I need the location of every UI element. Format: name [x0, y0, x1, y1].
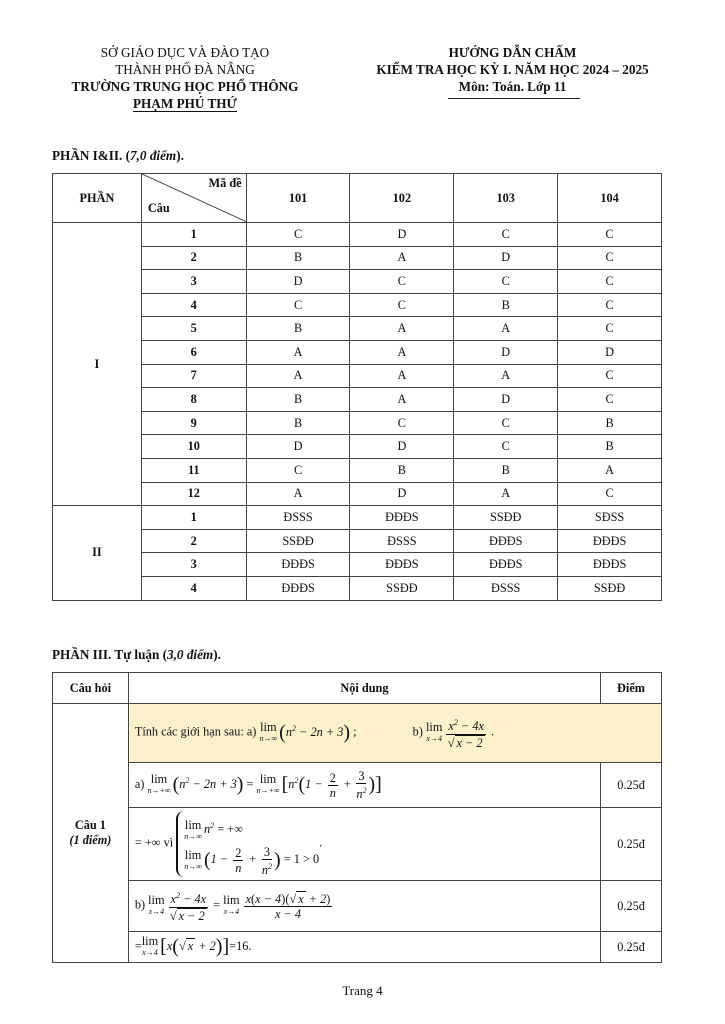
answer-row: [53, 340, 662, 364]
answer-cell: ĐĐĐS: [350, 553, 454, 577]
answer-cell: D: [350, 435, 454, 459]
question-number: 5: [141, 317, 246, 341]
answer-cell: C: [558, 482, 662, 506]
answer-cell: C: [246, 458, 350, 482]
answer-cell: ĐĐĐS: [454, 553, 558, 577]
question-number: 1: [141, 506, 246, 530]
answer-cell: ĐSSS: [454, 576, 558, 600]
col-part-header: PHẦN: [53, 174, 142, 223]
answer-cell: C: [246, 293, 350, 317]
question-number: 7: [141, 364, 246, 388]
answer-row: [53, 458, 662, 482]
answer-cell: C: [454, 223, 558, 247]
question-1-cell: [53, 704, 129, 963]
solution-step-3: b) lim x→4 $\frac{x^2 - 4x}{√ x - 2}$ = lim x→4 $\frac{x(x - 4)(√ x + 2)}{x - 4}$: [128, 881, 600, 932]
school-name: PHẠM PHÚ THỨ: [132, 96, 238, 111]
answer-cell: ĐĐĐS: [454, 529, 558, 553]
answer-cell: C: [558, 223, 662, 247]
part-label: I: [53, 223, 142, 506]
question-number: 2: [141, 529, 246, 553]
answer-cell: ĐĐĐS: [246, 576, 350, 600]
question-number: 12: [141, 482, 246, 506]
answer-cell: C: [350, 270, 454, 294]
answer-cell: A: [246, 482, 350, 506]
score-3: 0.25đ: [601, 881, 662, 932]
answer-cell: C: [558, 388, 662, 412]
answer-row: [53, 482, 662, 506]
code-header: 102: [350, 174, 454, 223]
answer-cell: C: [558, 364, 662, 388]
answer-cell: C: [350, 411, 454, 435]
answer-row: [53, 553, 662, 577]
answer-cell: ĐĐĐS: [558, 529, 662, 553]
col-question-header: Câu hỏi: [53, 673, 129, 704]
answer-row: [53, 364, 662, 388]
answer-key-table: [52, 173, 662, 601]
answer-cell: B: [246, 317, 350, 341]
answer-cell: ĐĐĐS: [246, 553, 350, 577]
exam-title: KIỂM TRA HỌC KỲ I. NĂM HỌC 2024 – 2025: [376, 62, 649, 77]
answer-cell: B: [350, 458, 454, 482]
answer-cell: B: [558, 411, 662, 435]
page-number: Trang 4: [342, 983, 383, 998]
header-rule: [448, 98, 580, 99]
city-name: THÀNH PHỐ ĐÀ NẴNG: [115, 62, 255, 77]
question-number: 3: [141, 270, 246, 294]
answer-cell: A: [558, 458, 662, 482]
answer-cell: SSĐĐ: [558, 576, 662, 600]
question-number: 9: [141, 411, 246, 435]
answer-cell: D: [454, 246, 558, 270]
answer-cell: B: [246, 411, 350, 435]
question-prompt: Tính các giới hạn sau: a) lim n→∞ $(n^2 - 2n + 3)$ ; b) lim x→4 $\frac{x^2 - 4x}{√ x - 2}$ .: [128, 704, 661, 763]
answer-cell: SSĐĐ: [454, 506, 558, 530]
code-header: 103: [454, 174, 558, 223]
answer-cell: D: [350, 482, 454, 506]
answer-cell: C: [454, 435, 558, 459]
answer-row: [53, 246, 662, 270]
answer-cell: B: [558, 435, 662, 459]
answer-cell: A: [246, 364, 350, 388]
answer-cell: SĐSS: [558, 506, 662, 530]
answer-cell: A: [246, 340, 350, 364]
code-header: 104: [558, 174, 662, 223]
part3-heading: PHẦN III. Tự luận (3,0 điểm).: [52, 647, 221, 662]
answer-cell: D: [246, 270, 350, 294]
answer-row: [53, 293, 662, 317]
col-content-header: Nội dung: [128, 673, 600, 704]
answer-cell: B: [454, 293, 558, 317]
score-1: 0.25đ: [601, 763, 662, 808]
answer-cell: A: [350, 388, 454, 412]
solution-step-4: = lim x→4 [x(√ x + 2)]=16.: [128, 932, 600, 963]
question-number: 4: [141, 576, 246, 600]
answer-cell: A: [350, 317, 454, 341]
header-left: [40, 44, 330, 112]
answer-cell: D: [246, 435, 350, 459]
answer-cell: A: [454, 482, 558, 506]
answer-cell: C: [350, 293, 454, 317]
answer-cell: D: [350, 223, 454, 247]
answer-cell: C: [558, 293, 662, 317]
school-type: TRƯỜNG TRUNG HỌC PHỔ THÔNG: [71, 79, 299, 94]
answer-cell: A: [454, 317, 558, 341]
prompt-b-label: b): [412, 724, 423, 739]
answer-cell: A: [350, 246, 454, 270]
answer-cell: B: [454, 458, 558, 482]
answer-cell: C: [454, 270, 558, 294]
question-number: 8: [141, 388, 246, 412]
question-number: 11: [141, 458, 246, 482]
answer-cell: C: [246, 223, 350, 247]
answer-cell: ĐĐĐS: [350, 506, 454, 530]
score-2: 0.25đ: [601, 808, 662, 881]
code-header: 101: [246, 174, 350, 223]
diagonal-header: [141, 174, 246, 223]
question-number: 6: [141, 340, 246, 364]
answer-row: [53, 435, 662, 459]
question-number: 10: [141, 435, 246, 459]
answer-cell: B: [246, 388, 350, 412]
answer-cell: C: [454, 411, 558, 435]
answer-cell: C: [558, 246, 662, 270]
question-number: 1: [141, 223, 246, 247]
answer-row: [53, 270, 662, 294]
cau-label: Câu: [147, 201, 170, 215]
answer-row: [53, 411, 662, 435]
part12-heading: PHẦN I&II. (7,0 điểm).: [52, 148, 184, 163]
question-number: 2: [141, 246, 246, 270]
question-number: 3: [141, 553, 246, 577]
subject: Môn: Toán. Lớp 11: [458, 79, 567, 94]
answer-row: [53, 317, 662, 341]
answer-cell: C: [558, 317, 662, 341]
answer-cell: A: [454, 364, 558, 388]
answer-row: [53, 506, 662, 530]
answer-cell: A: [350, 364, 454, 388]
part-label: II: [53, 506, 142, 600]
department-name: SỞ GIÁO DỤC VÀ ĐÀO TẠO: [100, 45, 270, 60]
answer-cell: C: [558, 270, 662, 294]
answer-cell: D: [454, 340, 558, 364]
answer-cell: D: [454, 388, 558, 412]
answer-cell: A: [350, 340, 454, 364]
made-label: Mã đề: [208, 176, 242, 190]
score-4: 0.25đ: [601, 932, 662, 963]
question-number: 4: [141, 293, 246, 317]
solution-step-1: a) lim n→+∞ $(n^2 - 2n + 3)$ = lim n→+∞ [$n^2(1$ − $\frac{2}{n}$ + $\frac{3}{n^2}$ )]: [128, 763, 600, 808]
answer-cell: B: [246, 246, 350, 270]
solution-step-2: = +∞ vì lim n→∞ $n^2$ = +∞ lim n→∞ (1 − $\frac{2}{n}$ + $\frac{3}{n^2}$ ) = 1 > 0 .: [128, 808, 600, 881]
answer-row: [53, 388, 662, 412]
step2-text: vì: [163, 835, 174, 850]
header-right: [345, 44, 680, 95]
answer-row: [53, 223, 662, 247]
answer-cell: D: [558, 340, 662, 364]
prompt-text: Tính các giới hạn sau: a): [134, 724, 257, 739]
answer-cell: ĐSSS: [350, 529, 454, 553]
answer-cell: ĐĐĐS: [558, 553, 662, 577]
answer-cell: SSĐĐ: [246, 529, 350, 553]
essay-table: [52, 672, 662, 963]
answer-row: [53, 529, 662, 553]
answer-cell: SSĐĐ: [350, 576, 454, 600]
answer-row: [53, 576, 662, 600]
col-score-header: Điểm: [601, 673, 662, 704]
doc-title: HƯỚNG DẪN CHẤM: [448, 45, 577, 60]
question-1-points: (1 điểm): [69, 833, 112, 847]
question-1-label: Câu 1: [74, 818, 106, 832]
answer-cell: ĐSSS: [246, 506, 350, 530]
